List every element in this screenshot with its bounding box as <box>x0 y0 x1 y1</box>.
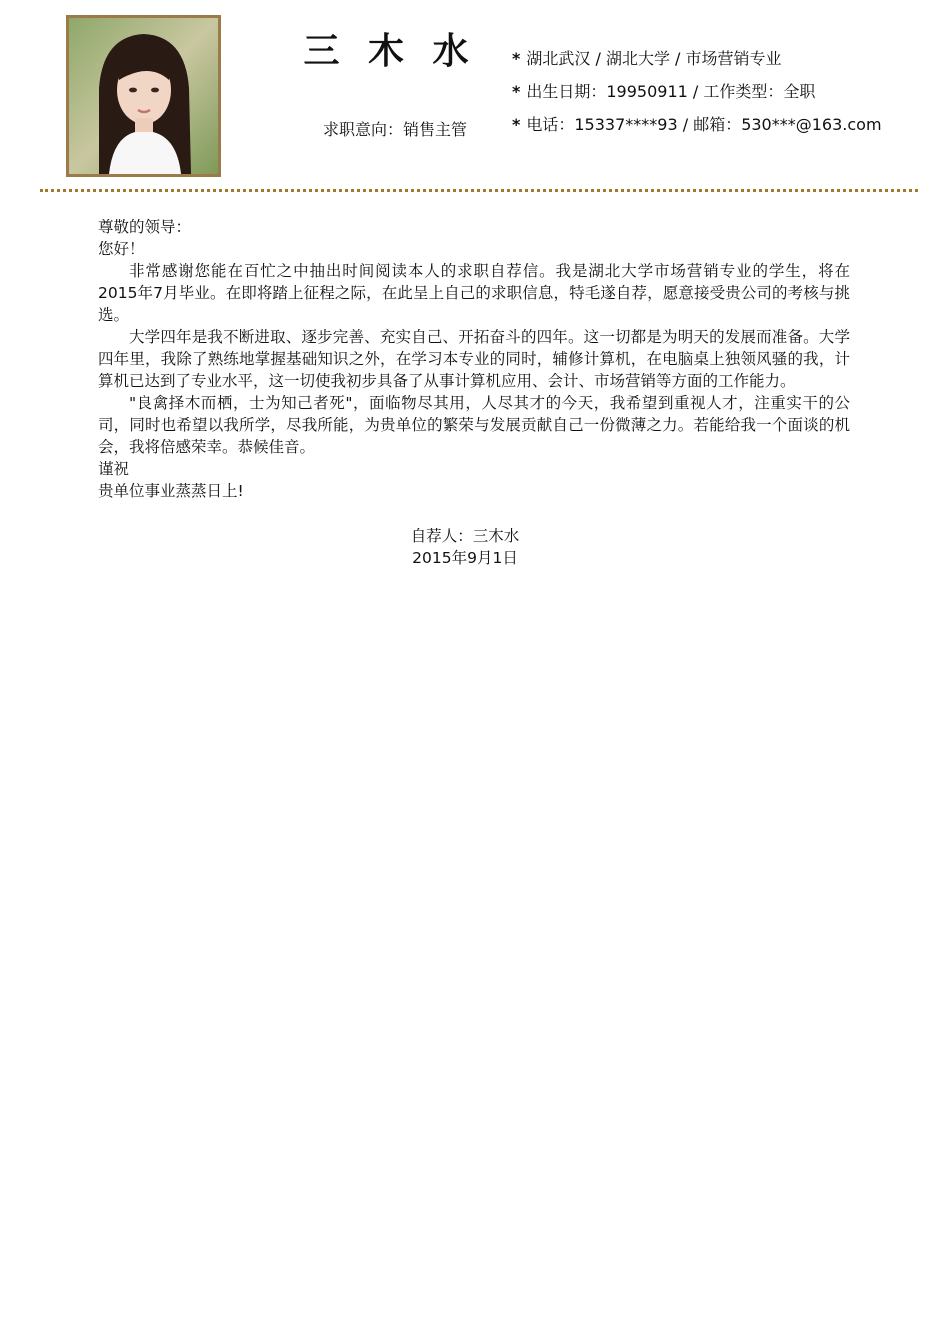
job-intention: 求职意向：销售主管 <box>322 120 467 139</box>
signature: 自荐人：三木水 <box>410 527 520 545</box>
applicant-name: 三 木 水 <box>303 31 477 72</box>
info-text: 湖北武汉 / 湖北大学 / 市场营销专业 <box>526 49 782 68</box>
greeting: 您好！ <box>98 240 145 258</box>
portrait-image <box>69 18 218 174</box>
closing: 谨祝 <box>98 460 130 478</box>
cover-letter <box>98 216 850 502</box>
info-location <box>512 42 882 75</box>
info-text: 出生日期：19950911 / 工作类型：全职 <box>526 82 816 101</box>
bullet-star: * <box>512 82 521 101</box>
paragraph-aspiration: "良禽择木而栖，士为知己者死"，面临物尽其用，人尽其才的今天，我希望到重视人才，注重实干的公司，同时也希望以我所学，尽我所能，为贵单位的繁荣与发展贡献自己一份微薄之力。若能给我一个面谈的机会，我将倍感荣幸。恭候佳音。 <box>98 394 850 456</box>
letter-date: 2015年9月1日 <box>412 549 518 567</box>
salutation: 尊敬的领导： <box>98 218 192 236</box>
signature-block <box>380 525 550 569</box>
header-divider <box>40 189 918 192</box>
paragraph-intro: 非常感谢您能在百忙之中抽出时间阅读本人的求职自荐信。我是湖北大学市场营销专业的学生，将在2015年7月毕业。在即将踏上征程之际，在此呈上自己的求职信息，特毛遂自荐，愿意接受贵公司的考核与挑选。 <box>98 262 850 324</box>
info-birth <box>512 75 882 108</box>
contact-info <box>512 42 882 141</box>
paragraph-university: 大学四年是我不断进取、逐步完善、充实自己、开拓奋斗的四年。这一切都是为明天的发展而准备。大学四年里，我除了熟练地掌握基础知识之外，在学习本专业的同时，辅修计算机，在电脑桌上独领风骚的我，计算机已达到了专业水平，这一切使我初步具备了从事计算机应用、会计、市场营销等方面的工作能力。 <box>98 328 850 390</box>
closing-wish: 贵单位事业蒸蒸日上! <box>98 482 244 500</box>
profile-photo <box>66 15 221 177</box>
bullet-star: * <box>512 115 521 134</box>
bullet-star: * <box>512 49 521 68</box>
info-contact <box>512 108 882 141</box>
info-text: 电话：15337****93 / 邮箱：530***@163.com <box>526 115 882 134</box>
